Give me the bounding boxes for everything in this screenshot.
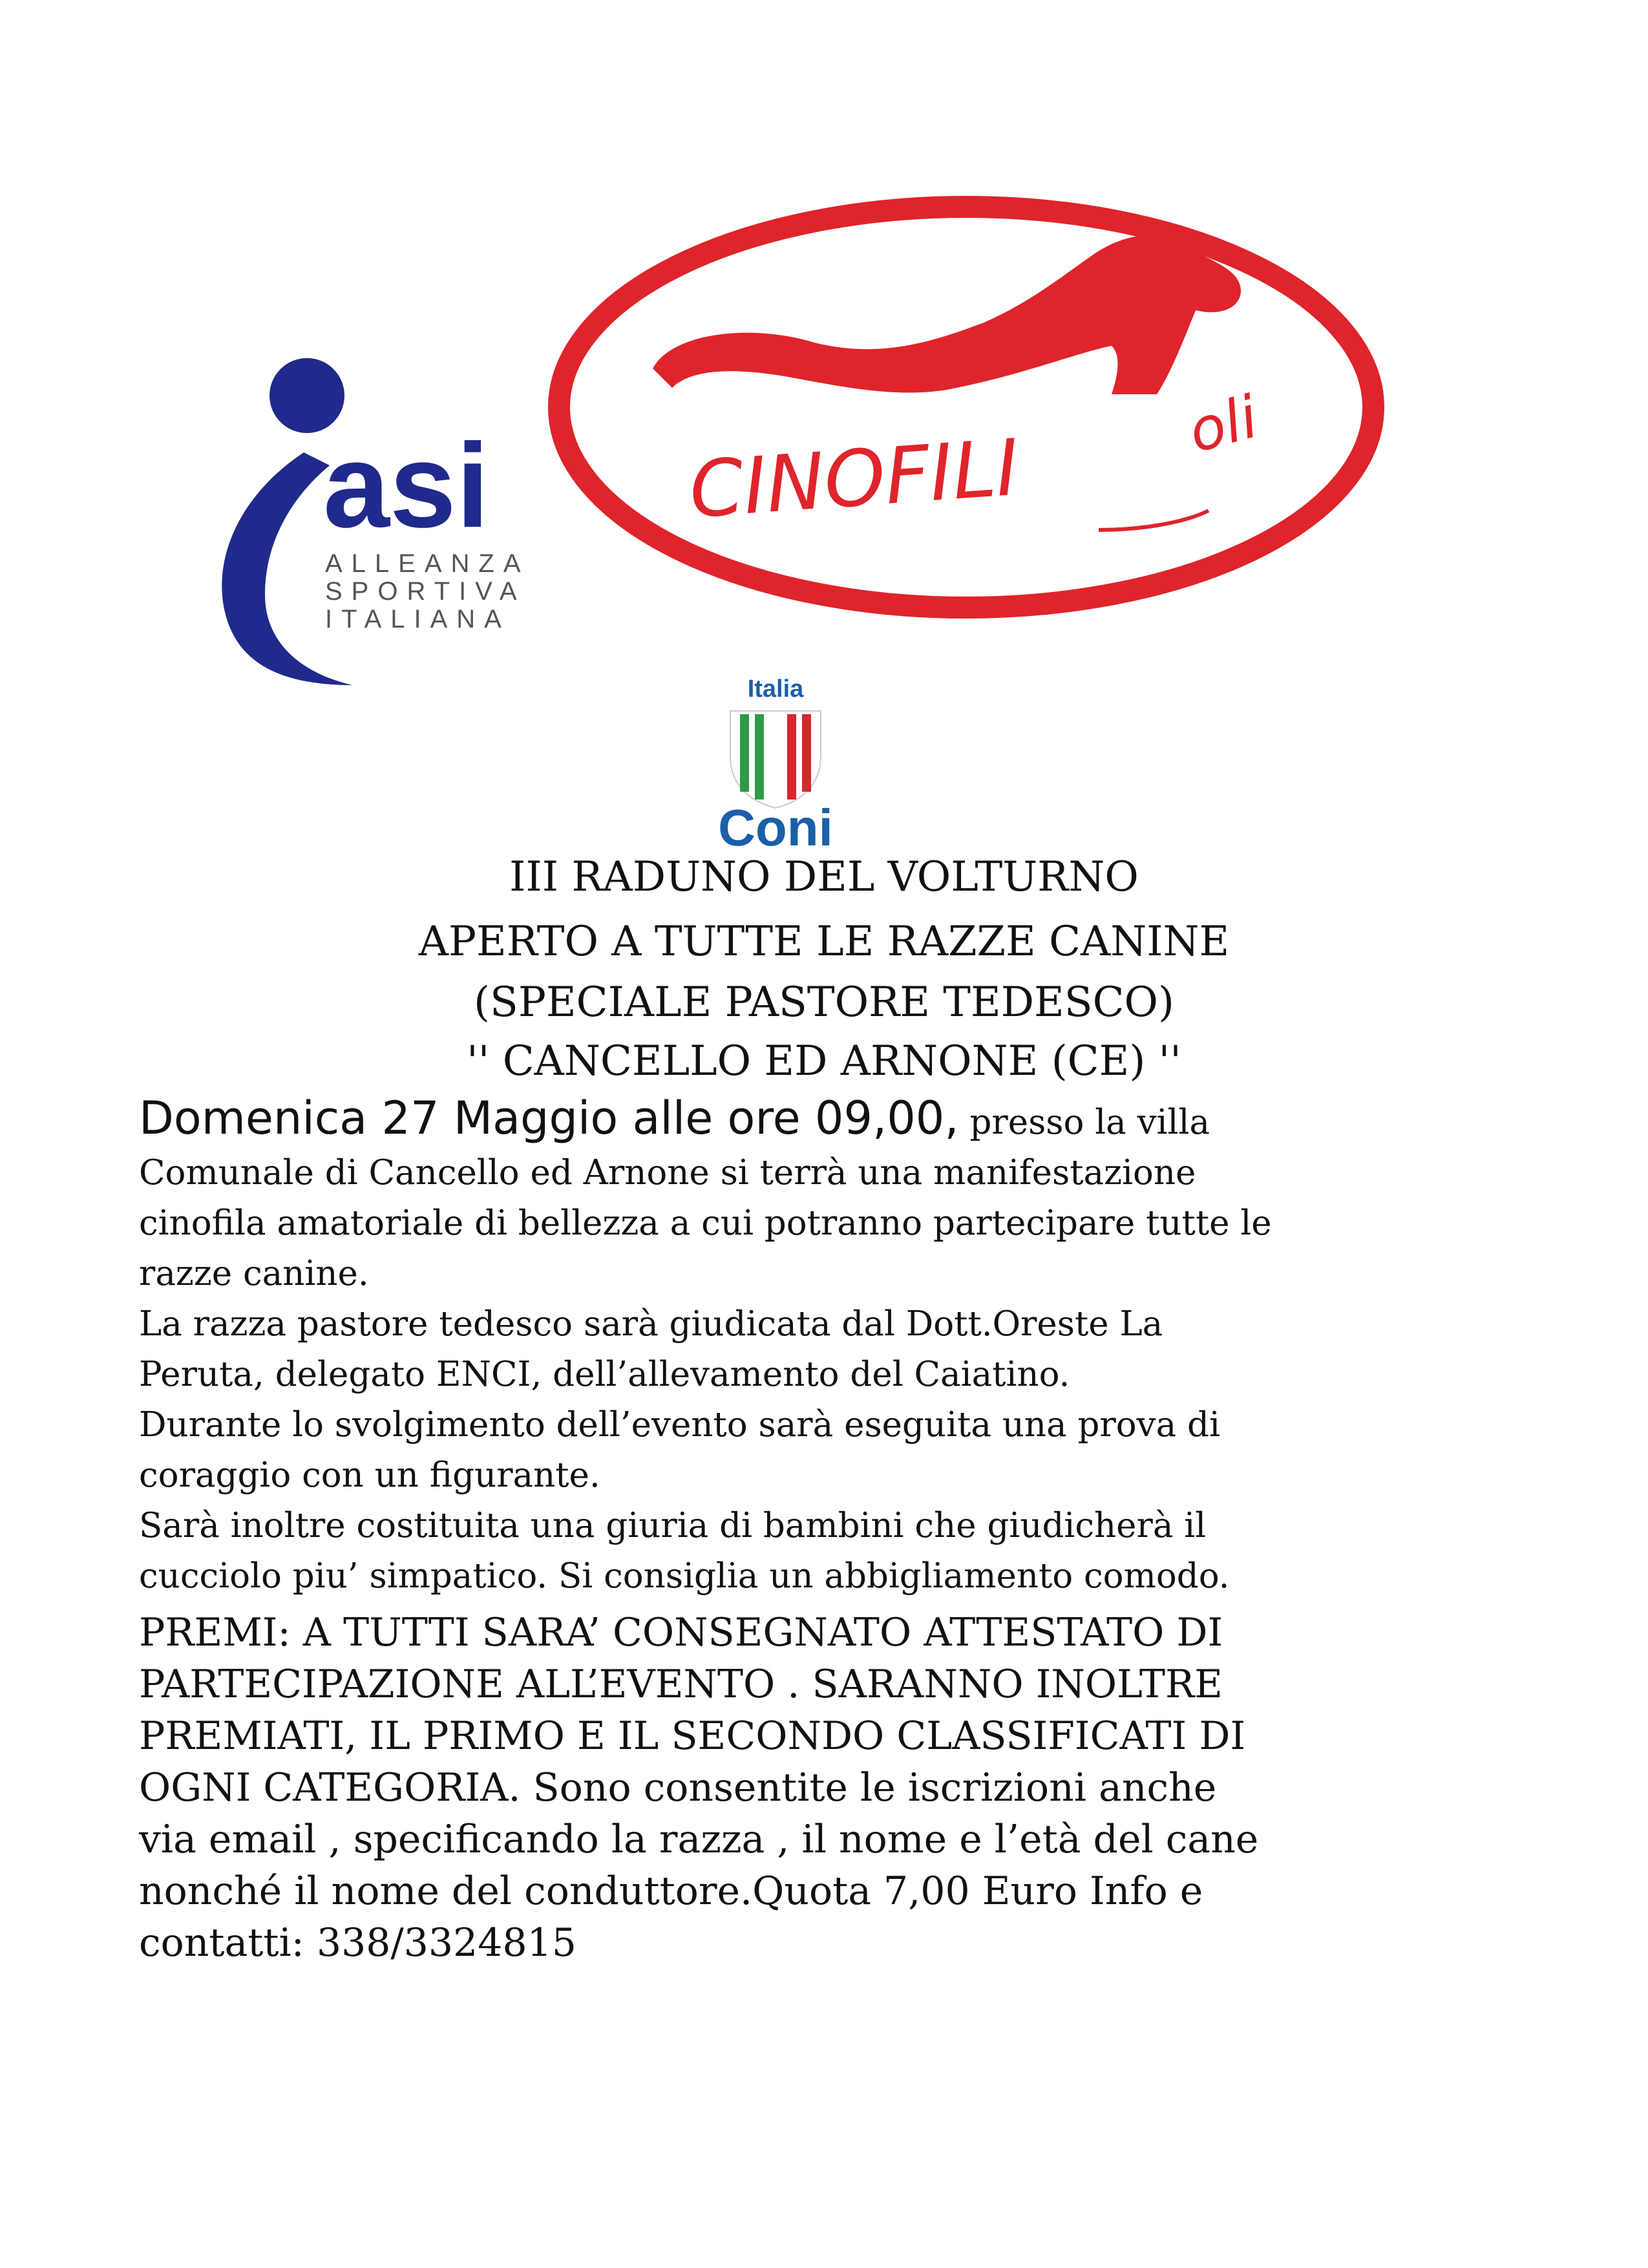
asi-logo (194, 349, 556, 698)
prize-line: OGNI CATEGORIA. Sono consentite le iscrizioni anche (139, 1765, 1217, 1810)
coni-stripe-green (740, 714, 749, 792)
event-title: III RADUNO DEL VOLTURNO (509, 853, 1139, 901)
body-line: Comunale di Cancello ed Arnone si terrà una manifestazione (139, 1153, 1196, 1192)
body-line: cucciolo piu’ simpatico. Si consiglia un abbigliamento comodo. (139, 1556, 1230, 1596)
cinofili-logo (543, 194, 1389, 620)
asi-mark: asi (323, 419, 490, 553)
intro-tail: presso la villa (958, 1103, 1210, 1142)
body-line: razze canine. (139, 1254, 369, 1293)
coni-top-label: Italia (747, 675, 804, 703)
asi-line-2: SPORTIVA (325, 577, 526, 606)
coni-stripe-green-2 (755, 714, 764, 800)
coni-name: Coni (718, 799, 833, 853)
coni-logo (704, 672, 847, 853)
prize-line: PREMIATI, IL PRIMO E IL SECONDO CLASSIFICATI DI (139, 1713, 1246, 1759)
coni-stripe-red (787, 714, 796, 800)
body-line: cinofila amatoriale di bellezza a cui potranno partecipare tutte le (139, 1203, 1272, 1243)
body-line: Sarà inoltre costituita una giuria di bambini che giudicherà il (139, 1506, 1207, 1545)
event-subtitle-breeds: APERTO A TUTTE LE RAZZE CANINE (418, 918, 1230, 966)
prize-line: nonché il nome del conduttore.Quota 7,00 Euro Info e (139, 1869, 1203, 1914)
coni-stripe-red-2 (802, 714, 811, 792)
asi-line-1: ALLEANZA (325, 549, 530, 578)
event-description (139, 1089, 1509, 1969)
body-line: La razza pastore tedesco sarà giudicata dal Dott.Oreste La (139, 1304, 1163, 1344)
prize-line: PREMI: A TUTTI SARA’ CONSEGNATO ATTESTATO DI (139, 1610, 1223, 1655)
body-line: coraggio con un figurante. (139, 1456, 600, 1495)
prize-line: via email , specificando la razza , il nome e l’età del cane (139, 1817, 1259, 1862)
asi-line-3: ITALIANA (325, 605, 511, 633)
intro-line (139, 1089, 1509, 1148)
event-subtitle-special: (SPECIALE PASTORE TEDESCO) (474, 979, 1174, 1026)
cinofili-underline (1099, 511, 1209, 530)
event-location: '' CANCELLO ED ARNONE (CE) '' (467, 1037, 1181, 1085)
cinofili-suffix: oli (1181, 383, 1265, 467)
body-line: Durante lo svolgimento dell’evento sarà eseguita una prova di (139, 1405, 1220, 1445)
event-date-time: Domenica 27 Maggio alle ore 09,00, (139, 1092, 959, 1145)
dog-silhouette-icon (653, 235, 1241, 394)
cinofili-name: CINOFILI (686, 423, 1022, 536)
contact-line: contatti: 338/3324815 (139, 1920, 576, 1966)
body-line: Peruta, delegato ENCI, dell’allevamento del Caiatino. (139, 1355, 1070, 1394)
prize-line: PARTECIPAZIONE ALL’EVENTO . SARANNO INOLTRE (139, 1662, 1223, 1707)
